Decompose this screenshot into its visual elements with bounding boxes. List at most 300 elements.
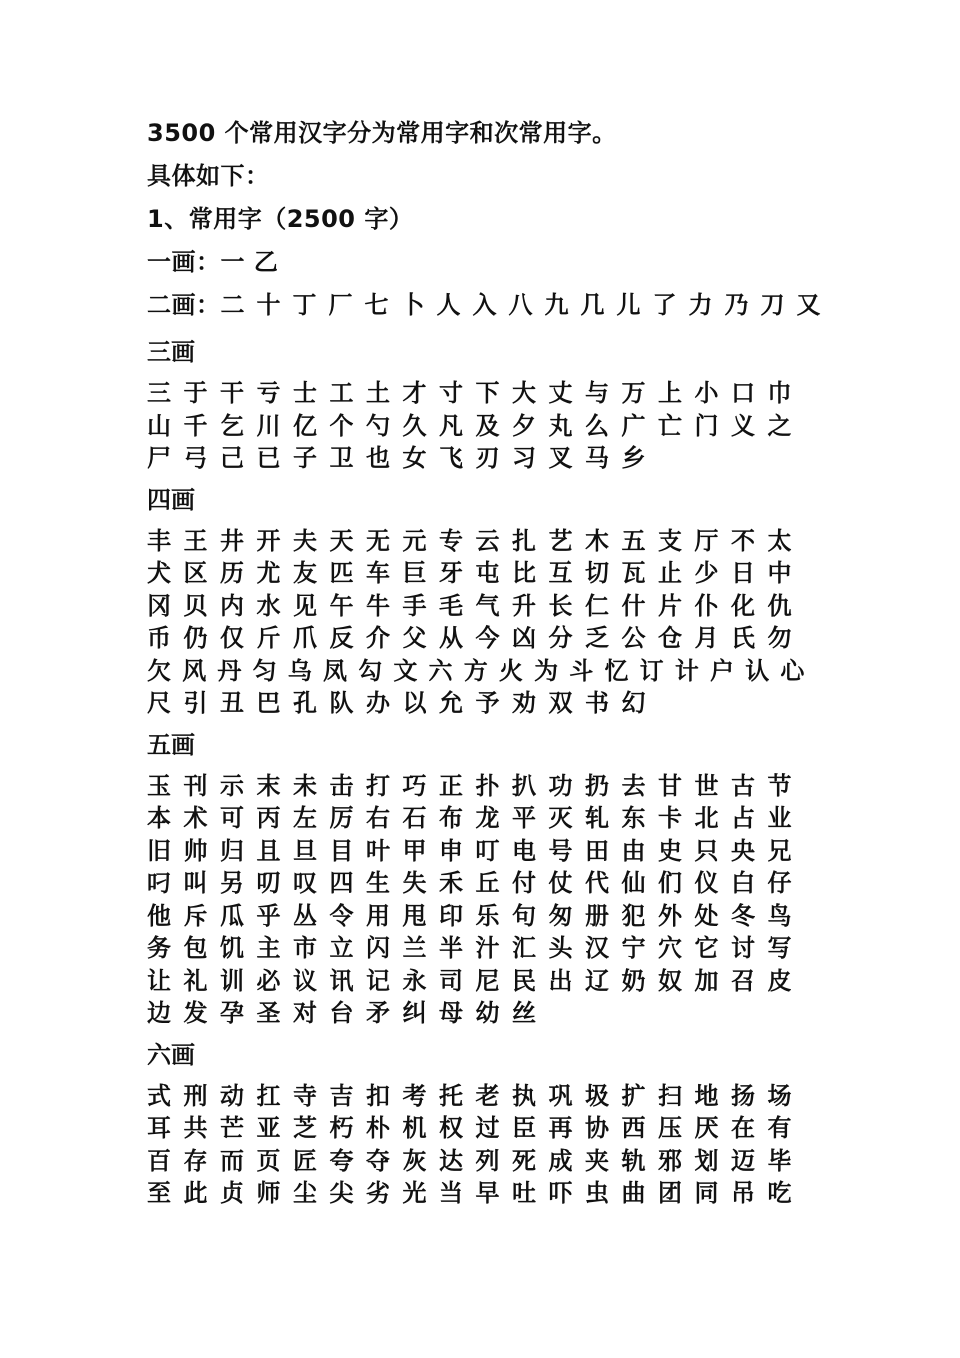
char-cell: 示: [220, 771, 244, 800]
char-cell: 欠: [147, 656, 171, 685]
char-cell: 出: [548, 966, 573, 995]
char-cell: 区: [183, 559, 208, 587]
char-cell: 令: [329, 901, 354, 930]
char-cell: 用: [366, 901, 390, 930]
char-cell: 北: [694, 804, 719, 832]
char-cell: 凡: [439, 411, 463, 440]
char-cell: 权: [439, 1114, 463, 1142]
char-cell: 母: [439, 999, 463, 1027]
char-cell: 巾: [767, 379, 792, 407]
char-cell: 犯: [621, 901, 646, 930]
char-cell: 朴: [366, 1114, 390, 1142]
char-cell: 劝: [512, 689, 536, 717]
char-cell: 夫: [293, 526, 317, 555]
char-cell: 亏: [256, 379, 281, 407]
char-cell: 辽: [585, 966, 609, 995]
char-cell: 百: [147, 1146, 171, 1175]
char-cell: 包: [183, 934, 208, 962]
char-cell: 同: [694, 1179, 719, 1207]
stroke-1-label: 一画：: [147, 248, 221, 276]
char-cell: 订: [639, 656, 664, 685]
char-cell: 灰: [402, 1146, 427, 1175]
char-cell: 圾: [585, 1081, 609, 1110]
char-cell: 幻: [621, 689, 646, 717]
char-cell: 天: [329, 526, 354, 555]
char-cell: 万: [621, 379, 646, 407]
char-cell: 千: [183, 411, 208, 440]
char-cell: 十: [256, 291, 281, 319]
char-cell: 及: [475, 411, 500, 440]
char-cell: 厉: [329, 804, 354, 832]
char-cell: 巴: [256, 689, 281, 717]
char-cell: 习: [512, 444, 536, 472]
char-cell: 央: [731, 836, 755, 865]
char-cell: 礼: [183, 966, 208, 995]
char-cell: 亿: [293, 411, 317, 440]
char-cell: 凤: [322, 656, 347, 685]
char-cell: 扬: [731, 1081, 755, 1110]
char-cell: 山: [147, 411, 171, 440]
char-cell: 扩: [621, 1081, 646, 1110]
char-cell: 才: [402, 379, 427, 407]
char-cell: 夹: [585, 1146, 609, 1175]
char-cell: 动: [220, 1081, 244, 1110]
char-cell: 鸟: [767, 901, 792, 930]
char-cell: 头: [548, 934, 573, 962]
char-cell: 旦: [293, 836, 317, 865]
char-row: [147, 410, 847, 443]
char-cell: 贝: [183, 591, 208, 620]
char-cell: 仗: [548, 869, 573, 897]
char-row: [147, 525, 847, 558]
char-cell: 再: [548, 1114, 573, 1142]
char-cell: 只: [694, 836, 719, 865]
stroke-1-chars: 一 乙: [220, 248, 279, 276]
char-cell: 大: [512, 379, 536, 407]
char-cell: 干: [220, 379, 244, 407]
char-cell: 从: [439, 624, 463, 652]
char-cell: 芝: [293, 1114, 317, 1142]
char-cell: 且: [256, 836, 281, 865]
char-cell: 印: [439, 901, 463, 930]
char-cell: 厌: [694, 1114, 719, 1142]
char-cell: 瓦: [621, 559, 646, 587]
char-cell: 冈: [147, 591, 171, 620]
char-cell: 寸: [439, 379, 463, 407]
char-cell: 仁: [585, 591, 609, 620]
char-cell: 元: [402, 526, 427, 555]
char-cell: 龙: [475, 804, 500, 832]
char-cell: 当: [439, 1179, 463, 1207]
char-cell: 乡: [621, 444, 646, 472]
char-cell: 亚: [256, 1114, 281, 1142]
char-cell: 至: [147, 1179, 171, 1207]
char-cell: 讨: [731, 934, 755, 962]
char-row: [147, 867, 847, 900]
char-cell: 丸: [548, 411, 573, 440]
char-cell: 贞: [220, 1179, 244, 1207]
char-cell: 丹: [217, 656, 242, 685]
char-cell: 手: [402, 591, 427, 620]
char-cell: 甩: [402, 901, 427, 930]
stroke-2-line: [147, 284, 847, 327]
char-cell: 丰: [147, 526, 171, 555]
char-cell: 艺: [548, 526, 573, 555]
char-row: [147, 655, 847, 688]
char-cell: 有: [767, 1114, 792, 1142]
char-cell: 左: [293, 804, 317, 832]
char-cell: 尺: [147, 689, 171, 717]
char-cell: 儿: [616, 291, 641, 319]
char-cell: 认: [745, 656, 770, 685]
char-cell: 训: [220, 966, 244, 995]
char-cell: 刀: [760, 291, 785, 319]
char-cell: 忆: [604, 656, 629, 685]
stroke-6-char-grid: [147, 1080, 847, 1210]
char-cell: 曲: [621, 1179, 646, 1207]
char-cell: 吃: [767, 1179, 792, 1207]
char-cell: 本: [147, 804, 171, 832]
char-cell: 丙: [256, 804, 281, 832]
char-cell: 计: [674, 656, 699, 685]
char-cell: 无: [366, 526, 390, 555]
stroke-3-heading: 三画: [147, 338, 195, 366]
char-cell: 业: [767, 804, 792, 832]
char-cell: 今: [475, 624, 500, 652]
char-cell: 斥: [183, 901, 208, 930]
char-cell: 内: [220, 591, 244, 620]
char-cell: 工: [329, 379, 354, 407]
char-cell: 扫: [658, 1081, 682, 1110]
char-cell: 仙: [621, 869, 646, 897]
char-cell: 甲: [402, 836, 427, 865]
char-row: [147, 557, 847, 590]
char-cell: 目: [329, 836, 354, 865]
char-cell: 击: [329, 771, 354, 800]
char-cell: 友: [293, 559, 317, 587]
char-cell: 旧: [147, 836, 171, 865]
char-cell: 代: [585, 869, 609, 897]
char-cell: 少: [694, 559, 719, 587]
char-cell: 轨: [621, 1146, 646, 1175]
char-row: [147, 590, 847, 623]
char-row: [147, 997, 847, 1030]
char-cell: 台: [329, 999, 354, 1027]
char-cell: 句: [512, 901, 536, 930]
char-cell: 汁: [475, 934, 500, 962]
char-cell: 么: [585, 411, 609, 440]
char-cell: 功: [548, 771, 573, 800]
char-cell: 加: [694, 966, 719, 995]
char-cell: 开: [256, 526, 281, 555]
char-cell: 失: [402, 869, 427, 897]
char-cell: 劣: [366, 1179, 390, 1207]
char-cell: 申: [439, 836, 463, 865]
char-cell: 厂: [328, 291, 353, 319]
char-cell: 扎: [512, 526, 536, 555]
char-cell: 文: [393, 656, 418, 685]
char-cell: 右: [366, 804, 390, 832]
char-cell: 邪: [658, 1146, 682, 1175]
char-cell: 吊: [731, 1179, 755, 1207]
char-cell: 他: [147, 901, 171, 930]
char-cell: 平: [512, 804, 536, 832]
char-cell: 乞: [220, 411, 244, 440]
stroke-4-char-grid: [147, 525, 847, 720]
char-cell: 乌: [287, 656, 312, 685]
char-cell: 田: [585, 836, 609, 865]
char-row: [147, 932, 847, 965]
stroke-5-char-grid: [147, 770, 847, 1030]
char-cell: 轧: [585, 804, 609, 832]
char-cell: 片: [658, 591, 682, 620]
char-cell: 风: [182, 656, 207, 685]
char-cell: 之: [767, 411, 792, 440]
char-cell: 氏: [731, 624, 755, 652]
char-cell: 见: [293, 591, 317, 620]
char-cell: 匠: [293, 1146, 317, 1175]
char-cell: 币: [147, 624, 171, 652]
char-cell: 户: [710, 656, 734, 685]
char-cell: 考: [402, 1081, 427, 1110]
char-row: [147, 900, 847, 933]
char-cell: 奴: [658, 966, 682, 995]
char-cell: 列: [475, 1146, 500, 1175]
char-cell: 矛: [366, 999, 390, 1027]
char-cell: 仓: [658, 624, 682, 652]
char-cell: 介: [366, 624, 390, 652]
char-cell: 弓: [183, 444, 208, 472]
char-cell: 广: [621, 411, 646, 440]
char-cell: 女: [402, 444, 427, 472]
char-cell: 巨: [402, 559, 427, 587]
char-cell: 帅: [183, 836, 208, 865]
char-cell: 汉: [585, 934, 609, 962]
char-cell: 甘: [658, 771, 682, 800]
char-cell: 宁: [621, 934, 646, 962]
char-cell: 夸: [329, 1146, 354, 1175]
char-cell: 灭: [548, 804, 573, 832]
char-cell: 飞: [439, 444, 463, 472]
char-row: [147, 1080, 847, 1113]
char-cell: 丁: [292, 291, 317, 319]
char-cell: 乃: [724, 291, 749, 319]
stroke-5-heading: 五画: [147, 730, 195, 759]
char-cell: 门: [694, 411, 719, 440]
char-cell: 匹: [329, 559, 354, 587]
char-cell: 写: [767, 934, 792, 962]
char-cell: 允: [439, 689, 463, 717]
char-row: [147, 622, 847, 655]
char-cell: 让: [147, 966, 171, 995]
char-cell: 个: [329, 411, 354, 440]
char-cell: 吐: [512, 1179, 536, 1207]
char-cell: 可: [220, 804, 244, 832]
char-cell: 召: [731, 966, 755, 995]
char-cell: 司: [439, 966, 463, 995]
char-row: [147, 1145, 847, 1178]
stroke-2-label: 二画：: [147, 291, 221, 319]
char-cell: 讯: [329, 966, 354, 995]
char-row: [147, 377, 847, 410]
char-cell: 扛: [256, 1081, 281, 1110]
char-cell: 予: [475, 689, 500, 717]
char-cell: 井: [220, 526, 244, 555]
char-cell: 互: [548, 559, 573, 587]
char-cell: 父: [402, 624, 427, 652]
char-cell: 丛: [293, 901, 317, 930]
char-row: [147, 1177, 847, 1210]
char-cell: 外: [658, 901, 682, 930]
char-cell: 打: [366, 771, 390, 800]
char-row: [147, 442, 847, 475]
char-cell: 火: [498, 656, 523, 685]
char-cell: 付: [512, 869, 536, 897]
char-cell: 耳: [147, 1114, 171, 1142]
char-cell: 西: [621, 1114, 646, 1142]
char-cell: 卡: [658, 804, 682, 832]
char-cell: 兄: [767, 836, 792, 865]
char-cell: 不: [731, 526, 755, 555]
char-cell: 电: [512, 836, 536, 865]
char-cell: 由: [621, 836, 646, 865]
char-cell: 历: [220, 559, 244, 587]
char-cell: 书: [585, 689, 609, 717]
char-cell: 以: [402, 689, 427, 717]
char-cell: 犬: [147, 559, 171, 587]
char-cell: 迈: [731, 1146, 755, 1175]
char-cell: 日: [731, 559, 755, 587]
char-cell: 勺: [366, 411, 390, 440]
char-cell: 扑: [475, 771, 500, 800]
char-cell: 二: [220, 291, 245, 319]
char-cell: 仪: [694, 869, 719, 897]
char-cell: 瓜: [220, 901, 244, 930]
char-cell: 饥: [220, 934, 244, 962]
char-cell: 长: [548, 591, 573, 620]
char-cell: 式: [147, 1081, 171, 1110]
char-cell: 正: [439, 771, 463, 800]
char-cell: 木: [585, 526, 609, 555]
char-cell: 光: [402, 1179, 427, 1207]
char-cell: 久: [402, 411, 427, 440]
char-cell: 分: [548, 624, 573, 652]
char-cell: 协: [585, 1114, 609, 1142]
char-cell: 死: [512, 1146, 536, 1175]
char-cell: 扔: [585, 771, 609, 800]
char-cell: 归: [220, 836, 244, 865]
char-cell: 乏: [585, 624, 609, 652]
char-cell: 卫: [329, 444, 354, 472]
char-cell: 引: [183, 689, 208, 717]
char-cell: 古: [731, 771, 755, 800]
char-cell: 朽: [329, 1114, 354, 1142]
char-cell: 刃: [475, 444, 500, 472]
char-row: [147, 965, 847, 998]
char-cell: 子: [293, 444, 317, 472]
char-cell: 专: [439, 526, 463, 555]
char-cell: 心: [780, 656, 805, 685]
char-cell: 川: [256, 411, 281, 440]
char-cell: 尘: [293, 1179, 317, 1207]
char-cell: 未: [293, 771, 317, 800]
char-cell: 民: [512, 966, 536, 995]
char-cell: 叉: [548, 444, 573, 472]
char-cell: 下: [475, 379, 500, 407]
char-cell: 牙: [439, 559, 463, 587]
char-cell: 车: [366, 559, 390, 587]
char-cell: 占: [731, 804, 755, 832]
char-cell: 夺: [366, 1146, 390, 1175]
char-cell: 屯: [475, 559, 500, 587]
char-cell: 尸: [147, 444, 171, 472]
char-cell: 仍: [183, 624, 208, 652]
char-cell: 勾: [358, 656, 383, 685]
char-cell: 们: [658, 869, 682, 897]
char-cell: 三: [147, 379, 171, 407]
char-cell: 办: [366, 689, 390, 717]
char-cell: 人: [436, 291, 461, 319]
char-cell: 册: [585, 901, 609, 930]
document-content: [147, 112, 847, 1210]
char-cell: 止: [658, 559, 682, 587]
char-cell: 丘: [475, 869, 500, 897]
char-cell: 公: [621, 624, 646, 652]
char-cell: 去: [621, 771, 646, 800]
char-cell: 页: [256, 1146, 281, 1175]
char-cell: 必: [256, 966, 281, 995]
char-cell: 斤: [256, 624, 281, 652]
char-cell: 术: [183, 804, 208, 832]
char-cell: 入: [472, 291, 497, 319]
char-cell: 闪: [366, 934, 390, 962]
char-cell: 虫: [585, 1179, 609, 1207]
char-cell: 己: [220, 444, 244, 472]
char-cell: 九: [544, 291, 569, 319]
char-cell: 孕: [220, 999, 244, 1027]
char-cell: 气: [475, 591, 500, 620]
char-cell: 土: [366, 379, 390, 407]
char-cell: 禾: [439, 869, 463, 897]
char-cell: 尖: [329, 1179, 354, 1207]
char-cell: 切: [585, 559, 609, 587]
char-row: [147, 835, 847, 868]
char-cell: 夕: [512, 411, 536, 440]
char-cell: 中: [767, 559, 792, 587]
char-cell: 纠: [402, 999, 427, 1027]
char-cell: 扣: [366, 1081, 390, 1110]
char-cell: 东: [621, 804, 646, 832]
char-cell: 仔: [767, 869, 792, 897]
char-cell: 马: [585, 444, 609, 472]
char-cell: 边: [147, 999, 171, 1027]
char-cell: 云: [475, 526, 500, 555]
char-cell: 老: [475, 1081, 500, 1110]
char-cell: 口: [731, 379, 755, 407]
char-cell: 化: [731, 591, 755, 620]
char-cell: 上: [658, 379, 682, 407]
char-cell: 号: [548, 836, 573, 865]
char-cell: 四: [329, 869, 354, 897]
char-cell: 存: [183, 1146, 208, 1175]
char-cell: 吉: [329, 1081, 354, 1110]
intro-line-1: 3500 个常用汉字分为常用字和次常用字。: [147, 119, 617, 147]
char-cell: 匆: [548, 901, 573, 930]
char-cell: 斗: [569, 656, 594, 685]
char-cell: 丑: [220, 689, 244, 717]
char-cell: 叼: [147, 869, 171, 897]
stroke-6-heading: 六画: [147, 1040, 195, 1069]
